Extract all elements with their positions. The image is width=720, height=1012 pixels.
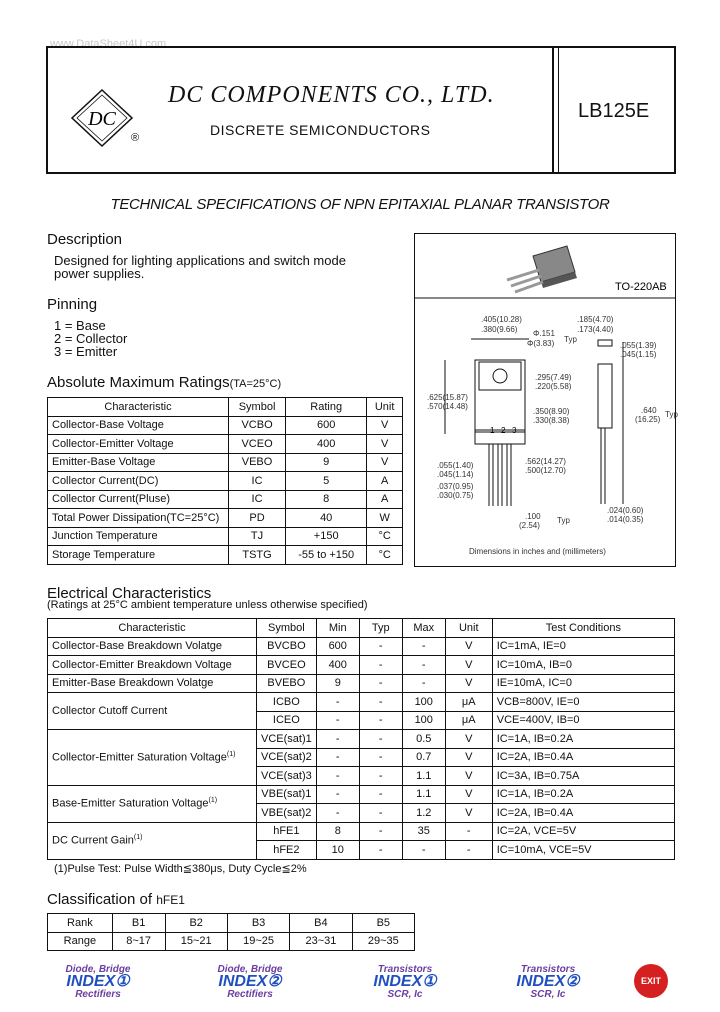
header-box: [46, 46, 676, 174]
abs-max-row: Collector-Base Voltage VCBO 600 V: [48, 416, 403, 435]
logo-text: DC: [88, 108, 116, 130]
svg-text:.405(10.28): .405(10.28): [481, 315, 522, 324]
electrical-row: hFE2 10 - - - IC=10mA, VCE=5V: [48, 841, 675, 860]
electrical-row: Base-Emitter Saturation Voltage$^{(1)}$ VBE(sat)1 - - 1.1 V IC=1A, IB=0.2A: [48, 785, 675, 804]
package-photo: [507, 246, 577, 292]
classification-heading: Classification of hFE1: [47, 891, 185, 908]
footer-logo-2[interactable]: Diode, Bridge INDEX② Rectifiers: [217, 964, 283, 1000]
footer-logo-3[interactable]: Transistors INDEX① SCR, Ic: [373, 964, 437, 1000]
svg-text:.173(4.40): .173(4.40): [577, 325, 614, 334]
abs-max-row: Total Power Dissipation(TC=25°C) PD 40 W: [48, 509, 403, 528]
electrical-row: Collector-Emitter Saturation Voltage$^{(1)}$ VCE(sat)1 - - 0.5 V IC=1A, IB=0.2A: [48, 730, 675, 749]
svg-text:.045(1.15): .045(1.15): [620, 350, 657, 359]
footer-logo-4[interactable]: Transistors INDEX② SCR, Ic: [516, 964, 580, 1000]
registered-mark: ®: [131, 132, 140, 144]
svg-text:.625(15.87): .625(15.87): [427, 393, 468, 402]
electrical-row: VBE(sat)2 - - 1.2 V IC=2A, IB=0.4A: [48, 804, 675, 823]
svg-text:.055(1.39): .055(1.39): [620, 341, 657, 350]
electrical-row: ICEO - - 100 μA VCE=400V, IB=0: [48, 711, 675, 730]
abs-max-row: Emitter-Base Voltage VEBO 9 V: [48, 453, 403, 472]
pin-label-1: 1: [490, 426, 495, 435]
svg-text:.500(12.70): .500(12.70): [525, 466, 566, 475]
svg-text:.570(14.48): .570(14.48): [427, 402, 468, 411]
svg-text:.380(9.66): .380(9.66): [481, 325, 518, 334]
electrical-table: Characteristic Symbol Min Typ Max Unit Test Conditions Collector-Base Breakdown Volatge BVCBO 600 - - V IC=1mA, IE=0 Collector-Emitter Breakdown Voltage BVCEO 400 - - V IC=10mA, IB=0 Emitter-Base Breakdown Volatge BVEBO 9 - - V IE=10mA, IC=0 Collector Cutoff Current ICBO - - 100 μA VCB=800V, IE=0 ICEO - - 100 μA VCE=400V, IB=0 Collector-Emitter Saturation Voltage$^{(1)}$ VCE(sat)1 - - 0.5 V IC=1A, IB=0.2A VCE(sat)2 - - 0.7 V IC=2A, IB=0.4A VCE(sat)3 - - 1.1 V IC=3A, IB=0.75A Base-Emitter Saturation Voltage$^{(1)}$ VBE(sat)1 - - 1.1 V IC=1A, IB=0.2A VBE(sat)2 - - 1.2 V IC=2A, IB=0.4A DC Current Gain$^{(1)}$ hFE1 8 - 35 - IC=2A, VCE=5V hFE2 10 - - - IC=10mA, VCE=5V: [47, 618, 675, 860]
electrical-note: (Ratings at 25°C ambient temperature unless otherwise specified): [47, 599, 368, 611]
electrical-row: VCE(sat)2 - - 0.7 V IC=2A, IB=0.4A: [48, 748, 675, 767]
pin-label-2: 2: [501, 426, 506, 435]
pin-2: 2 = Collector: [54, 331, 128, 346]
svg-text:.562(14.27): .562(14.27): [525, 457, 566, 466]
svg-text:.295(7.49): .295(7.49): [535, 373, 572, 382]
front-view: [445, 339, 529, 506]
pin-label-3: 3: [512, 426, 517, 435]
footer-logo-5[interactable]: EXIT: [634, 964, 668, 998]
pin-3: 3 = Emitter: [54, 344, 118, 359]
abs-max-row: Junction Temperature TJ +150 °C: [48, 527, 403, 546]
pin-1: 1 = Base: [54, 318, 106, 333]
abs-max-row: Collector Current(DC) IC 5 A: [48, 472, 403, 491]
page-title: TECHNICAL SPECIFICATIONS OF NPN EPITAXIAL PLANAR TRANSISTOR: [110, 196, 610, 213]
footer-logo-1[interactable]: Diode, Bridge INDEX① Rectifiers: [65, 964, 131, 1000]
dimension-note: Dimensions in inches and (millimeters): [469, 547, 606, 556]
description-line1: Designed for lighting applications and switch mode: [54, 253, 346, 268]
electrical-row: VCE(sat)3 - - 1.1 V IC=3A, IB=0.75A: [48, 767, 675, 786]
svg-text:(2.54): (2.54): [519, 521, 540, 530]
svg-text:.030(0.75): .030(0.75): [437, 491, 474, 500]
electrical-row: DC Current Gain$^{(1)}$ hFE1 8 - 35 - IC=2A, VCE=5V: [48, 822, 675, 841]
dimension-labels: [427, 315, 678, 530]
abs-max-table: Characteristic Symbol Rating Unit Collector-Base Voltage VCBO 600 V Collector-Emitter Voltage VCEO 400 V Emitter-Base Voltage VEBO 9 V Collector Current(DC) IC 5 A Collector Current(Pluse) IC 8 A Total Power Dissipation(TC=25°C) PD 40 W Junction Temperature TJ +150 °C Storage Temperature TSTG -55 to +150 °C: [47, 397, 403, 565]
svg-text:.220(5.58): .220(5.58): [535, 382, 572, 391]
svg-text:.014(0.35): .014(0.35): [607, 515, 644, 524]
pinning-heading: Pinning: [47, 296, 98, 313]
svg-text:.055(1.40): .055(1.40): [437, 461, 474, 470]
division-name: DISCRETE SEMICONDUCTORS: [210, 122, 431, 138]
description-heading: Description: [47, 231, 123, 248]
electrical-row: Collector-Emitter Breakdown Voltage BVCEO 400 - - V IC=10mA, IB=0: [48, 656, 675, 675]
abs-max-row: Collector-Emitter Voltage VCEO 400 V: [48, 435, 403, 454]
description-line2: power supplies.: [54, 266, 145, 281]
svg-text:(16.25): (16.25): [635, 415, 661, 424]
electrical-row: Collector-Base Breakdown Volatge BVCBO 600 - - V IC=1mA, IE=0: [48, 637, 675, 656]
pulse-footnote: (1)Pulse Test: Pulse Width≦380μs, Duty Cycle≦2%: [54, 863, 307, 875]
svg-text:.350(8.90): .350(8.90): [533, 407, 570, 416]
svg-text:.045(1.14): .045(1.14): [437, 470, 474, 479]
svg-text:.100: .100: [525, 512, 541, 521]
svg-text:Φ.151: Φ.151: [533, 329, 555, 338]
company-name: DC COMPONENTS CO., LTD.: [168, 82, 495, 108]
package-svg: [415, 234, 678, 566]
watermark: www.DataSheet4U.com: [50, 38, 167, 50]
svg-text:.330(8.38): .330(8.38): [533, 416, 570, 425]
electrical-row: Emitter-Base Breakdown Volatge BVEBO 9 - - V IE=10mA, IC=0: [48, 674, 675, 693]
abs-max-row: Collector Current(Pluse) IC 8 A: [48, 490, 403, 509]
package-name: TO-220AB: [615, 281, 667, 293]
package-drawing: [414, 233, 676, 567]
electrical-heading: Electrical Characteristics: [47, 585, 212, 602]
svg-text:Typ: Typ: [564, 335, 577, 344]
abs-max-row: Storage Temperature TSTG -55 to +150 °C: [48, 546, 403, 565]
svg-text:.037(0.95): .037(0.95): [437, 482, 474, 491]
svg-text:.185(4.70): .185(4.70): [577, 315, 614, 324]
svg-text:Typ: Typ: [557, 516, 570, 525]
svg-text:.024(0.60): .024(0.60): [607, 506, 644, 515]
svg-text:.640: .640: [641, 406, 657, 415]
abs-max-heading: Absolute Maximum Ratings(TA=25°C): [47, 374, 282, 391]
side-view: [598, 340, 623, 504]
svg-text:Typ: Typ: [665, 410, 678, 419]
classification-table: Rank B1 B2 B3 B4 B5 Range 8~17 15~21 19~25 23~31 29~35: [47, 913, 415, 951]
svg-text:Φ(3.83): Φ(3.83): [527, 339, 555, 348]
part-number: LB125E: [578, 100, 650, 122]
electrical-row: Collector Cutoff Current ICBO - - 100 μA VCB=800V, IE=0: [48, 693, 675, 712]
